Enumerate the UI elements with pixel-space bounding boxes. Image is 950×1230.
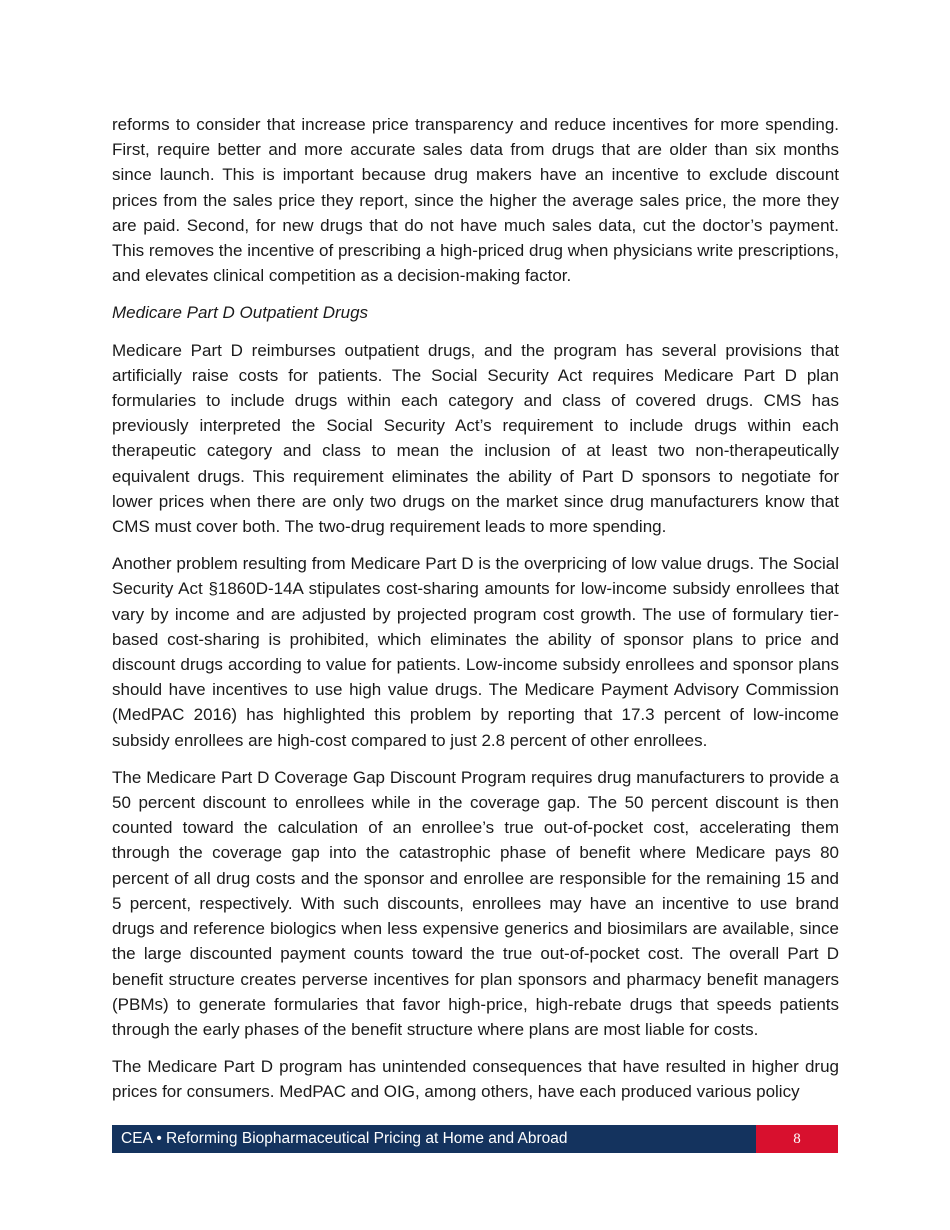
document-body [112,112,839,1117]
section-heading: Medicare Part D Outpatient Drugs [112,303,369,323]
paragraph-low-value-drugs: Another problem resulting from Medicare Part D is the overpricing of low value drugs. The Social Security Act §1860D-14A stipulates cost-sharing amounts for low-income subsidy enrollees that vary by income and are adjusted by projected program cost growth. The use of formulary tier-based cost-sharing is prohibited, which eliminates the ability of sponsor plans to price and discount drugs according to value for patients. Low-income subsidy enrollees and sponsor plans should have incentives to use high value drugs. The Medicare Payment Advisory Commission (MedPAC 2016) has highlighted this problem by reporting that 17.3 percent of low-income subsidy enrollees are high-cost compared to just 2.8 percent of other enrollees. [112,554,839,750]
footer-title: CEA • Reforming Biopharmaceutical Pricing at Home and Abroad [112,1125,756,1153]
page-number: 8 [756,1125,838,1153]
page-footer [112,1125,838,1153]
paragraph-part-d-overview: Medicare Part D reimburses outpatient drugs, and the program has several provisions that artificially raise costs for patients. The Social Security Act requires Medicare Part D plan formularies to include drugs within each category and class of covered drugs. CMS has previously interpreted the Social Security Act’s requirement to include drugs within each therapeutic category and class to mean the inclusion of at least two non-therapeutically equivalent drugs. This requirement eliminates the ability of Part D sponsors to negotiate for lower prices when there are only two drugs on the market since drug manufacturers know that CMS must cover both. The two-drug requirement leads to more spending. [112,340,839,537]
paragraph-reforms: reforms to consider that increase price transparency and reduce incentives for more spending. First, require better and more accurate sales data from drugs that are older than six months since launch. This is important because drug makers have an incentive to exclude discount prices from the sales price they report, since the higher the average sales price, the more they are paid. Second, for new drugs that do not have much sales data, cut the doctor’s payment. This removes the incentive of prescribing a high-priced drug when physicians write prescriptions, and elevates clinical competition as a decision-making factor. [112,115,839,286]
paragraph-unintended-consequences: The Medicare Part D program has unintended consequences that have resulted in higher drug prices for consumers. MedPAC and OIG, among others, have each produced various policy [112,1057,839,1102]
paragraph-coverage-gap: The Medicare Part D Coverage Gap Discount Program requires drug manufacturers to provide a 50 percent discount to enrollees while in the coverage gap. The 50 percent discount is then counted toward the calculation of an enrollee’s true out-of-pocket cost, accelerating them through the coverage gap into the catastrophic phase of benefit where Medicare pays 80 percent of all drug costs and the sponsor and enrollee are responsible for the remaining 15 and 5 percent, respectively. With such discounts, enrollees may have an incentive to use brand drugs and reference biologics when less expensive generics and biosimilars are available, since the large discounted payment counts toward the true out-of-pocket cost. The overall Part D benefit structure creates perverse incentives for plan sponsors and pharmacy benefit managers (PBMs) to generate formularies that favor high-price, high-rebate drugs that speeds patients through the early phases of the benefit structure where plans are most liable for costs. [112,767,839,1039]
